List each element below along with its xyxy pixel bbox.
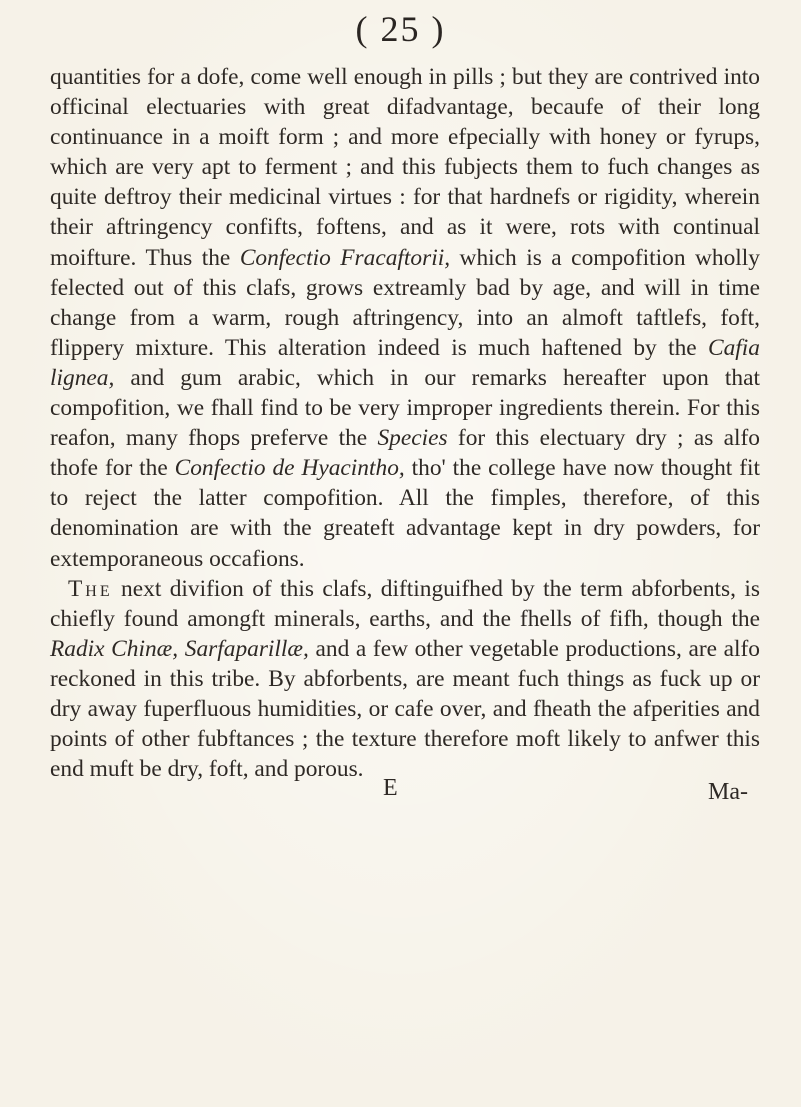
paragraph-absorbents xyxy=(50,574,760,785)
text-run: which is a compofition wholly felected out of this clafs, grows extreamly bad by age, and will in time change from a warm, rough aftringency, into an almoft taftlefs, foft, flippery mixture. This alteration indeed is much haftened by the xyxy=(50,244,760,361)
page-number-header: ( 25 ) xyxy=(355,9,446,49)
text-run: next divifion of this clafs, diftinguifhed by the term abforbents, is chiefly found amongft minerals, earths, and the fhells of fifh, though the xyxy=(50,575,760,632)
text-run: and a few other vegetable productions, are alfo reckoned in this tribe. By abforbents, are meant fuch things as fuck up or dry away fuperfluous humidities, or cafe over, and fheath the afperities and points of other fubftances ; the texture therefore moft likely to anfwer this end muft be dry, foft, and porous. xyxy=(50,635,760,783)
text-run: quantities for a dofe, come well enough in pills ; but they are contrived into officinal electuaries with great difadvantage, becaufe of their long continuance in a moift form ; and more efpecially with honey or fyrups, which are very apt to ferment ; and this fubjects them to fuch changes as quite deftroy their medicinal virtues : for that hardnefs or rigidity, wherein their aftringency confifts, foftens, and as it were, rots with continual moifture. Thus the xyxy=(50,64,760,271)
text-run: and gum arabic, which in our remarks hereafter upon that compofition, we fhall find to be very improper ingredients therein. For this reafon, many fhops preferve the xyxy=(50,364,760,452)
small-caps-lead: The xyxy=(68,575,113,602)
text-run: tho' the college have now thought fit to reject the latter compofition. All the fimples, therefore, of this denomination are with the greateft advantage kept in dry powders, for extemporaneous occafions. xyxy=(50,455,760,572)
italic-term: Radix Chinæ, Sarfaparillæ, xyxy=(50,635,309,662)
signature-mark: E xyxy=(383,775,398,801)
text-run: for this electuary dry ; as alfo thofe for the xyxy=(50,425,760,482)
italic-term: Confectio Fracaftorii, xyxy=(239,244,451,271)
italic-term: Confectio de Hyacintho, xyxy=(174,455,405,482)
italic-term: Cafia lignea, xyxy=(50,334,760,391)
paragraph-electuaries xyxy=(50,62,760,574)
body-text xyxy=(50,62,760,784)
italic-term: Species xyxy=(377,425,448,452)
catchword: Ma- xyxy=(708,779,748,805)
